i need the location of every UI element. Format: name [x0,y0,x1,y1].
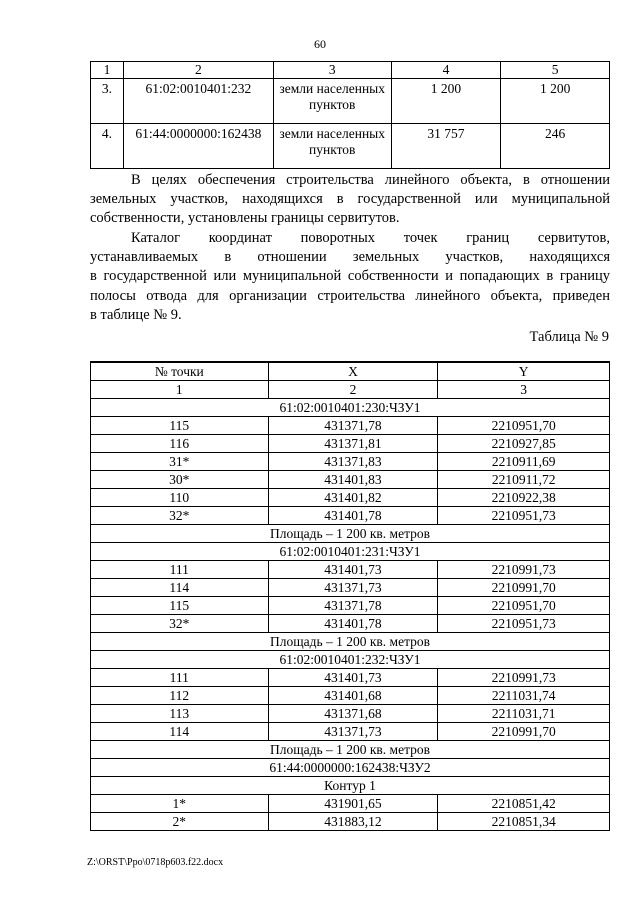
coord-x: 431371,78 [268,417,438,435]
coord-subheader-cell: 3 [438,381,610,399]
servitude-paragraph [90,171,610,229]
coord-header-cell: Y [438,362,610,381]
point-row [91,723,610,741]
coord-x: 431371,83 [268,453,438,471]
section-row [91,651,610,669]
section-label: 61:44:0000000:162438:ЧЗУ2 [91,759,610,777]
point-number: 32* [91,615,269,633]
coord-x: 431401,78 [268,615,438,633]
point-row [91,471,610,489]
point-number: 30* [91,471,269,489]
point-number: 111 [91,561,269,579]
coord-x: 431371,73 [268,723,438,741]
point-number: 115 [91,597,269,615]
table-header-row [91,62,610,79]
point-number: 31* [91,453,269,471]
coord-header-cell: X [268,362,438,381]
coord-y: 2210922,38 [438,489,610,507]
coord-x: 431371,81 [268,435,438,453]
point-number: 111 [91,669,269,687]
coord-y: 2210991,73 [438,669,610,687]
section-row [91,759,610,777]
section-label: Площадь – 1 200 кв. метров [91,741,610,759]
header-cell: 5 [501,62,610,79]
point-row [91,615,610,633]
point-number: 114 [91,723,269,741]
section-label: 61:02:0010401:230:ЧЗУ1 [91,399,610,417]
point-number: 32* [91,507,269,525]
cell-area2: 246 [501,124,610,169]
file-path-footer: Z:\ORST\Ppo\0718p603.f22.docx [87,857,224,868]
coord-subheader-row [91,381,610,399]
point-row [91,813,610,831]
coord-x: 431401,83 [268,471,438,489]
point-row [91,687,610,705]
coord-x: 431371,73 [268,579,438,597]
point-row [91,435,610,453]
section-label: 61:02:0010401:232:ЧЗУ1 [91,651,610,669]
coord-y: 2210991,70 [438,723,610,741]
cell-category [273,79,391,124]
point-number: 112 [91,687,269,705]
coord-y: 2210991,70 [438,579,610,597]
point-row [91,705,610,723]
coord-x: 431401,82 [268,489,438,507]
coord-y: 2210951,73 [438,507,610,525]
paragraph-line: Каталог координат поворотных точек границ сервитутов, [131,230,610,246]
coord-y: 2210911,72 [438,471,610,489]
coord-y: 2210851,34 [438,813,610,831]
coord-x: 431401,68 [268,687,438,705]
coord-header-cell: № точки [91,362,269,381]
cell-category [273,124,391,169]
category-line: пунктов [309,97,356,112]
land-plots-table [90,61,610,169]
cell-cadastral: 61:02:0010401:232 [123,79,273,124]
coord-y: 2211031,71 [438,705,610,723]
point-number: 115 [91,417,269,435]
point-number: 110 [91,489,269,507]
table-caption: Таблица № 9 [529,329,609,345]
header-cell: 3 [273,62,391,79]
point-number: 116 [91,435,269,453]
coord-y: 2210951,70 [438,417,610,435]
section-row [91,525,610,543]
coord-y: 2210927,85 [438,435,610,453]
paragraph-line: В целях обеспечения строительства линейного объекта, в отношении [131,172,610,188]
paragraph-line: собственности, установлены границы сервитутов. [90,210,400,227]
section-label: Площадь – 1 200 кв. метров [91,525,610,543]
point-row [91,597,610,615]
coord-y: 2210851,42 [438,795,610,813]
cell-num: 3. [91,79,124,124]
point-row [91,561,610,579]
section-row [91,399,610,417]
point-number: 2* [91,813,269,831]
table-row [91,124,610,169]
point-row [91,579,610,597]
coord-x: 431371,68 [268,705,438,723]
paragraph-line: в таблице № 9. [90,306,182,323]
point-number: 114 [91,579,269,597]
category-line: пунктов [309,142,356,157]
paragraph-line: полосы отвода для организации строительства линейного объекта, приведен [90,287,610,304]
section-label: Площадь – 1 200 кв. метров [91,633,610,651]
coord-subheader-cell: 2 [268,381,438,399]
point-number: 1* [91,795,269,813]
category-line: земли населенных [279,126,385,141]
point-row [91,795,610,813]
point-row [91,669,610,687]
coord-subheader-cell: 1 [91,381,269,399]
cell-area: 31 757 [391,124,501,169]
header-cell: 2 [123,62,273,79]
paragraph-line: устанавливаемых в отношении земельных участков, находящихся [90,249,610,266]
coord-x: 431401,78 [268,507,438,525]
category-line: земли населенных [279,81,385,96]
section-row [91,741,610,759]
coord-y: 2210911,69 [438,453,610,471]
table-row [91,79,610,124]
cell-cadastral: 61:44:0000000:162438 [123,124,273,169]
section-label: 61:02:0010401:231:ЧЗУ1 [91,543,610,561]
coord-y: 2210991,73 [438,561,610,579]
cell-area2: 1 200 [501,79,610,124]
header-cell: 4 [391,62,501,79]
header-cell: 1 [91,62,124,79]
section-row [91,777,610,795]
coord-x: 431371,78 [268,597,438,615]
coord-y: 2211031,74 [438,687,610,705]
cell-num: 4. [91,124,124,169]
point-number: 113 [91,705,269,723]
coord-y: 2210951,70 [438,597,610,615]
point-row [91,489,610,507]
point-row [91,453,610,471]
section-row [91,633,610,651]
point-row [91,417,610,435]
page-number: 60 [314,37,326,51]
coord-x: 431401,73 [268,669,438,687]
coord-x: 431883,12 [268,813,438,831]
coord-x: 431901,65 [268,795,438,813]
coord-y: 2210951,73 [438,615,610,633]
paragraph-line: в государственной или муниципальной собственности и попадающих в границу [90,268,610,285]
section-row [91,543,610,561]
section-label: Контур 1 [91,777,610,795]
coordinates-table [90,361,610,831]
point-row [91,507,610,525]
catalog-paragraph [90,229,610,325]
cell-area: 1 200 [391,79,501,124]
coord-x: 431401,73 [268,561,438,579]
paragraph-line: земельных участков, находящихся в государственной или муниципальной [90,191,610,208]
coord-header-row [91,362,610,381]
